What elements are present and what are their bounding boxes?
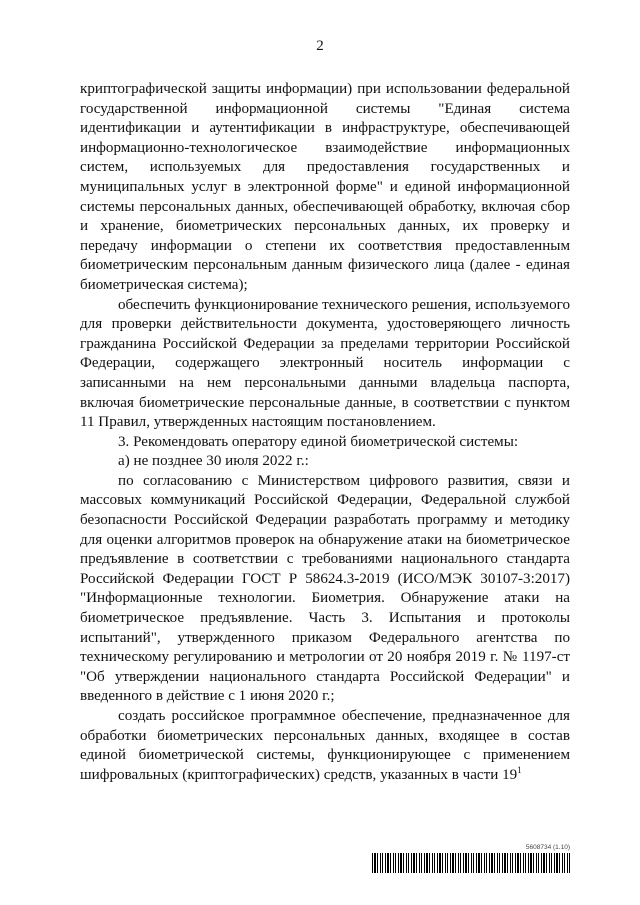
document-code: 5608734 (1.10) [525, 844, 570, 851]
paragraph-create-software-text: создать российское программное обеспечение, предназначенное для обработки биометрических персональных данных, входящее в состав единой биометрической системы, функционирующее с применением шифровальных (криптографических) средств, указанных в части 19 [80, 708, 570, 783]
paragraph-subitem-a: а) не позднее 30 июля 2022 г.: [118, 453, 309, 470]
page-number: 2 [316, 38, 324, 54]
paragraph-continuation: криптографической защиты информации) при использовании федеральной государственной информационной системы "Единая система идентификации и аутентификации в инфраструктуре, обеспечивающей информационно-технологическое взаимодействие информационных систем, используемых для предоставления государственных и муниципальных услуг в электронной форме" и единой информационной системы персональных данных, обеспечивающей обработку, включая сбор и хранение, биометрических персональных данных, их проверку и передачу информации о степени их соответствия предоставленным биометрическим персональным данным физического лица (далее - единая биометрическая система); [80, 81, 570, 293]
paragraph-methodology: по согласованию с Министерством цифрового развития, связи и массовых коммуникаций Российской Федерации, Федеральной службой безопасности Российской Федерации разработать программу и методику для оценки алгоритмов проверок на обнаружение атаки на биометрическое предъявление в соответствии с требованиями национального стандарта Российской Федерации ГОСТ Р 58624.3-2019 (ИСО/МЭК 30107-3:2017) "Информационные технологии. Биометрия. Обнаружение атаки на биометрическое предъявление. Часть 3. Испытания и протоколы испытаний", утвержденного приказом Федерального агентства по техническому регулированию и метрологии от 20 ноября 2019 г. № 1197-ст "Об утверждении национального стандарта Российской Федерации" и введенного в действие с 1 июня 2020 г.; [80, 472, 570, 705]
document-body [80, 80, 570, 785]
paragraph-create-software [80, 707, 570, 785]
barcode-icon [372, 853, 570, 873]
paragraph-item-3: 3. Рекомендовать оператору единой биометрической системы: [118, 433, 519, 450]
paragraph-ensure-operation: обеспечить функционирование технического решения, используемого для проверки действительности документа, удостоверяющего личность гражданина Российской Федерации за пределами территории Российской Федерации, содержащего электронный носитель информации с записанными на нем персональными данными владельца паспорта, включая биометрические персональные данные, в соответствии с пунктом 11 Правил, утвержденных настоящим постановлением. [80, 296, 570, 431]
superscript-index: 1 [517, 764, 522, 775]
